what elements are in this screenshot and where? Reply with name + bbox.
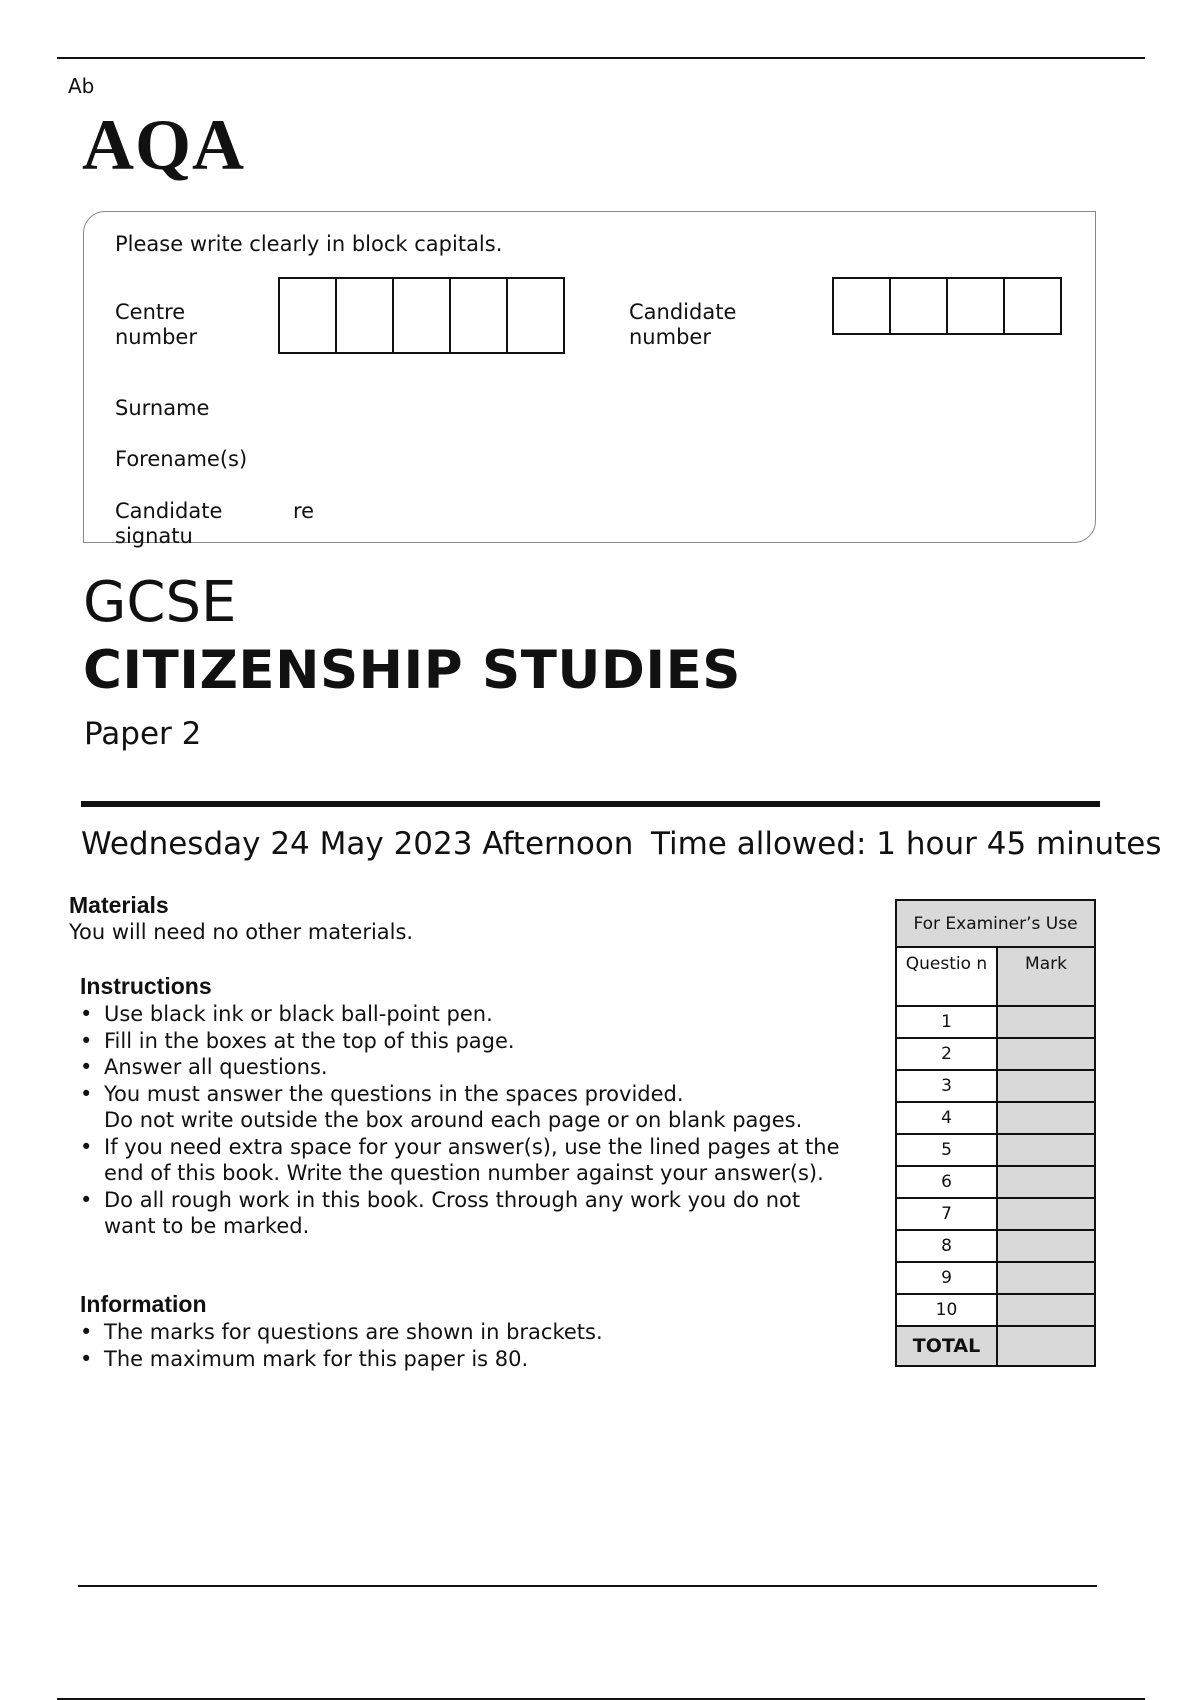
centre-digit-box[interactable] — [392, 277, 451, 354]
question-number: 4 — [896, 1102, 997, 1134]
mark-cell — [997, 1102, 1095, 1134]
top-rule — [57, 57, 1145, 59]
mark-cell — [997, 1070, 1095, 1102]
question-number: 9 — [896, 1262, 997, 1294]
candidate-digit-box[interactable] — [832, 277, 891, 335]
mark-cell — [997, 1006, 1095, 1038]
mark-cell — [997, 1294, 1095, 1326]
paper-code: Ab — [68, 74, 95, 98]
mark-column-header: Mark — [997, 947, 1095, 1006]
instruction-text: If you need extra space for your answer(s), use the lined pages at the end of this book. Write the question number against your answer(s). — [104, 1134, 840, 1185]
paper-title: Paper 2 — [84, 716, 202, 752]
instruction-item — [80, 1187, 824, 1240]
surname-label: Surname — [115, 396, 210, 420]
exam-date: Wednesday 24 May 2023 Afternoon — [81, 826, 634, 862]
examiner-use-table — [895, 899, 1096, 1367]
time-allowed: Time allowed: 1 hour 45 minutes — [651, 826, 1162, 862]
information-text: The maximum mark for this paper is 80. — [104, 1346, 529, 1371]
candidate-digit-box[interactable] — [946, 277, 1005, 335]
mark-cell — [997, 1134, 1095, 1166]
mark-cell — [997, 1038, 1095, 1070]
candidate-digit-box[interactable] — [1003, 277, 1062, 335]
instruction-item — [80, 1134, 844, 1187]
information-item — [80, 1346, 840, 1373]
candidate-digit-box[interactable] — [889, 277, 948, 335]
question-number: 7 — [896, 1198, 997, 1230]
instruction-text: Do all rough work in this book. Cross through any work you do not want to be marked. — [104, 1187, 801, 1238]
question-column-header: Questio n — [896, 947, 997, 1006]
instruction-item — [80, 1001, 860, 1028]
information-text: The marks for questions are shown in brackets. — [104, 1320, 603, 1344]
instructions-list — [80, 1001, 860, 1240]
centre-digit-box[interactable] — [278, 277, 337, 354]
centre-digit-box[interactable] — [449, 277, 508, 354]
total-label: TOTAL — [896, 1326, 997, 1366]
centre-digit-box[interactable] — [335, 277, 394, 354]
signature-label-suffix: re — [293, 499, 315, 523]
centre-number-field[interactable] — [280, 277, 565, 354]
question-number: 3 — [896, 1070, 997, 1102]
instruction-text: Do not write outside the box around each page or on blank pages. — [104, 1108, 803, 1132]
bottom-rule — [78, 1585, 1097, 1587]
mark-cell — [997, 1166, 1095, 1198]
instruction-text: You must answer the questions in the spaces provided. — [104, 1081, 684, 1106]
candidate-number-field[interactable] — [834, 277, 1062, 335]
title-divider — [81, 801, 1100, 807]
question-number: 1 — [896, 1006, 997, 1038]
total-mark-cell — [997, 1326, 1095, 1366]
question-number: 6 — [896, 1166, 997, 1198]
question-number: 8 — [896, 1230, 997, 1262]
mark-cell — [997, 1198, 1095, 1230]
forenames-label: Forename(s) — [115, 447, 248, 471]
materials-heading: Materials — [69, 892, 169, 918]
candidate-number-label: Candidate number — [629, 300, 737, 349]
instruction-text: Use black ink or black ball-point pen. — [104, 1002, 493, 1026]
information-heading: Information — [80, 1291, 207, 1317]
signature-label: Candidate signatu — [115, 499, 223, 548]
question-number: 2 — [896, 1038, 997, 1070]
instruction-text: Answer all questions. — [104, 1055, 328, 1079]
instruction-item — [80, 1054, 860, 1081]
mark-cell — [997, 1262, 1095, 1294]
aqa-logo: AQA — [82, 105, 245, 185]
question-number: 5 — [896, 1134, 997, 1166]
instruction-item — [80, 1028, 860, 1055]
information-item — [80, 1319, 840, 1346]
candidate-details-box — [83, 211, 1096, 543]
instruction-text: Fill in the boxes at the top of this page. — [104, 1028, 515, 1053]
subject-title: CITIZENSHIP STUDIES — [83, 640, 741, 701]
instruction-item — [80, 1081, 860, 1134]
centre-digit-box[interactable] — [506, 277, 565, 354]
block-capitals-instruction: Please write clearly in block capitals. — [115, 232, 503, 256]
information-list — [80, 1319, 840, 1372]
instructions-heading: Instructions — [80, 973, 212, 999]
qualification-title: GCSE — [83, 570, 237, 635]
mark-cell — [997, 1230, 1095, 1262]
centre-number-label: Centre number — [115, 300, 197, 349]
examiner-table-title: For Examiner’s Use — [896, 900, 1095, 947]
question-number: 10 — [896, 1294, 997, 1326]
materials-text: You will need no other materials. — [69, 920, 414, 944]
